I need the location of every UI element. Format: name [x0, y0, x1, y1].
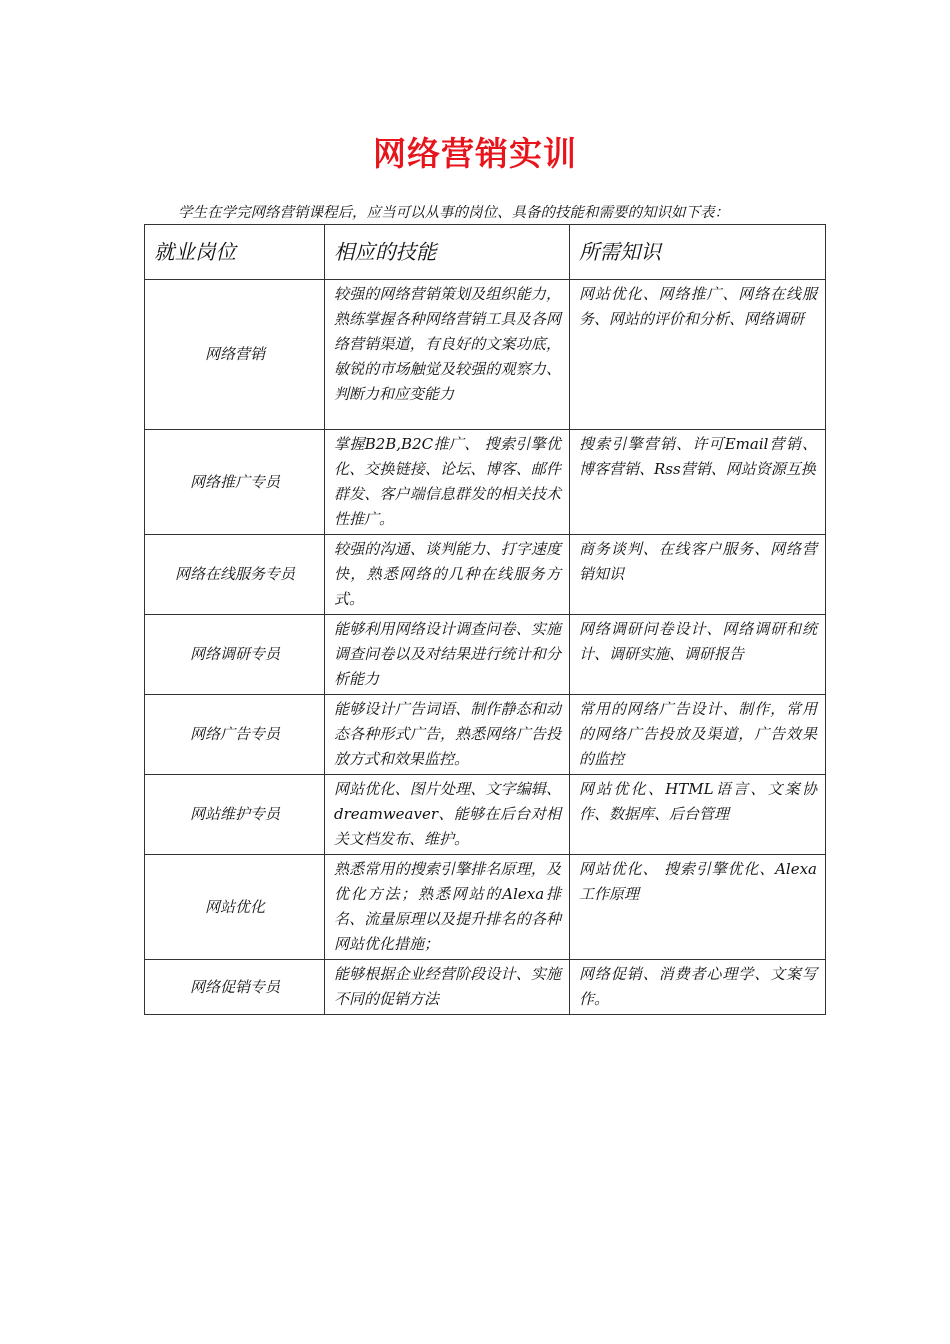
skills-cell: 能够根据企业经营阶段设计、实施不同的促销方法 [325, 960, 570, 1015]
job-skills-table [144, 224, 826, 1015]
position-cell: 网站维护专员 [145, 775, 325, 855]
knowledge-cell: 网络促销、消费者心理学、文案写作。 [570, 960, 826, 1015]
intro-text: 学生在学完网络营销课程后，应当可以从事的岗位、具备的技能和需要的知识如下表： [178, 205, 729, 221]
knowledge-cell: 网站优化、HTML语言、文案协作、数据库、后台管理 [570, 775, 826, 855]
table-header-row [145, 225, 826, 280]
knowledge-cell: 常用的网络广告设计、制作，常用的网络广告投放及渠道，广告效果的监控 [570, 695, 826, 775]
knowledge-cell: 网站优化、 搜索引擎优化、Alexa工作原理 [570, 855, 826, 960]
header-skills: 相应的技能 [325, 225, 570, 280]
position-cell: 网络推广专员 [145, 430, 325, 535]
table-row [145, 615, 826, 695]
position-cell: 网络调研专员 [145, 615, 325, 695]
knowledge-cell: 商务谈判、在线客户服务、网络营销知识 [570, 535, 826, 615]
knowledge-cell: 网络调研问卷设计、网络调研和统计、调研实施、调研报告 [570, 615, 826, 695]
knowledge-cell: 搜索引擎营销、许可Email营销、博客营销、Rss营销、网站资源互换 [570, 430, 826, 535]
knowledge-cell: 网站优化、网络推广、网络在线服务、网站的评价和分析、网络调研 [570, 280, 826, 430]
table-row [145, 960, 826, 1015]
skills-cell: 较强的沟通、谈判能力、打字速度快，熟悉网络的几种在线服务方式。 [325, 535, 570, 615]
table-row [145, 535, 826, 615]
position-cell: 网络广告专员 [145, 695, 325, 775]
skills-cell: 能够设计广告词语、制作静态和动态各种形式广告，熟悉网络广告投放方式和效果监控。 [325, 695, 570, 775]
table-row [145, 430, 826, 535]
header-position: 就业岗位 [145, 225, 325, 280]
page-title: 网络营销实训 [373, 134, 577, 173]
skills-cell: 掌握B2B,B2C推广、 搜索引擎优化、交换链接、论坛、博客、邮件群发、客户端信息群发的相关技术性推广。 [325, 430, 570, 535]
skills-cell: 能够利用网络设计调查问卷、实施调查问卷以及对结果进行统计和分析能力 [325, 615, 570, 695]
skills-cell: 网站优化、图片处理、文字编辑、dreamweaver、能够在后台对相关文档发布、维护。 [325, 775, 570, 855]
position-cell: 网站优化 [145, 855, 325, 960]
header-knowledge: 所需知识 [570, 225, 826, 280]
position-cell: 网络营销 [145, 280, 325, 430]
table-row [145, 695, 826, 775]
position-cell: 网络在线服务专员 [145, 535, 325, 615]
table-row [145, 775, 826, 855]
position-cell: 网络促销专员 [145, 960, 325, 1015]
skills-cell: 熟悉常用的搜索引擎排名原理，及优化方法；熟悉网站的Alexa排名、流量原理以及提升排名的各种网站优化措施； [325, 855, 570, 960]
table-row [145, 855, 826, 960]
skills-cell: 较强的网络营销策划及组织能力，熟练掌握各种网络营销工具及各网络营销渠道，有良好的文案功底，敏锐的市场触觉及较强的观察力、判断力和应变能力 [325, 280, 570, 430]
table-row [145, 280, 826, 430]
